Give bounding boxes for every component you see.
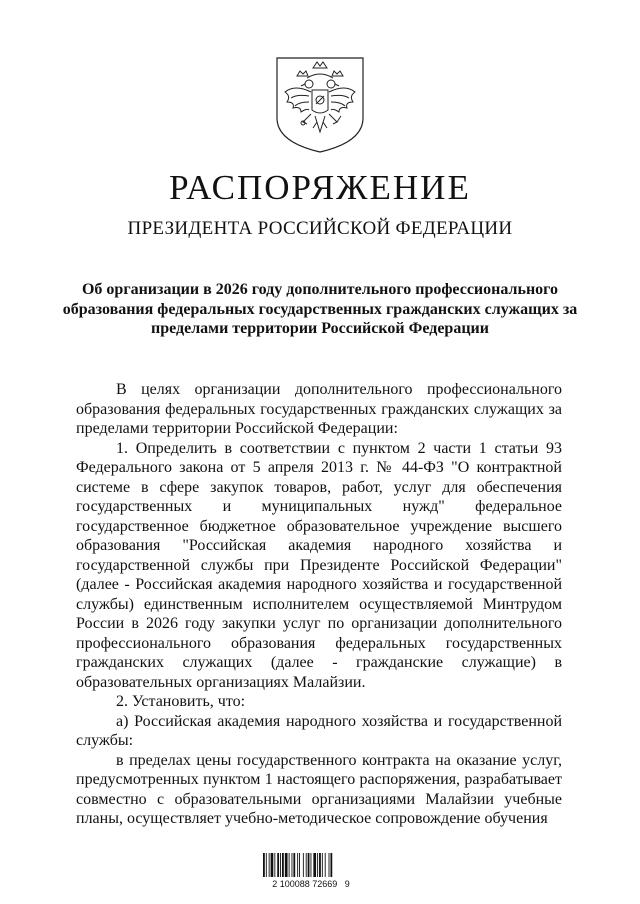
paragraph-item-2a-text: в пределах цены государственного контракта на оказание услуг, предусмотренных пунктом 1 настоящего распоряжения, разрабатывает совместно с образовательными организациями Малайзии учебные планы, осуществляет учебно-методическое сопровождение обучения (76, 751, 562, 827)
barcode-bar (329, 853, 330, 877)
document-body (76, 380, 562, 829)
barcode-bar (274, 853, 275, 877)
paragraph-preamble: В целях организации дополнительного профессионального образования федеральных государственных гражданских служащих за пределами территории Российской Федерации: (76, 381, 562, 437)
document-type-heading: РАСПОРЯЖЕНИЕ (169, 168, 471, 207)
barcode-bar (280, 853, 281, 877)
barcode-bar (277, 853, 279, 877)
barcode-digits: 2 100088 72669 9 (272, 879, 350, 889)
paragraph-item-2a: а) Российская академия народного хозяйства и государственной службы: (76, 712, 562, 749)
barcode-bar (311, 853, 312, 877)
paragraph-item-1: 1. Определить в соответствии с пунктом 2 части 1 статьи 93 Федерального закона от 5 апреля 2013 г. № 44-ФЗ "О контрактной системе в сфере закупок товаров, работ, услуг для обеспечения государственных и муниципальных нужд" федеральное государственное бюджетное образовательное учреждение высшего образования "Российская академия народного хозяйства и государственной службы при Президенте Российской Федерации" (далее - Российская академия народного хозяйства и государственной службы) единственным исполнителем осуществляемой Минтрудом России в 2026 году закупки услуг по организации дополнительного профессионального образования федеральных государственных гражданских служащих (далее - гражданские служащие) в образовательных организациях Малайзии. (76, 439, 562, 691)
barcode-bar (308, 853, 310, 877)
barcode-bar (266, 853, 267, 877)
barcode-bar (293, 853, 295, 877)
barcode-bar (322, 853, 323, 877)
barcode-bar (313, 853, 316, 877)
barcode-bar (299, 853, 300, 877)
barcode-bar (303, 853, 304, 877)
barcode-bar (282, 853, 284, 877)
barcode-bar (297, 853, 298, 877)
paragraph-item-2: 2. Установить, что: (116, 693, 246, 710)
barcode-bar (325, 853, 326, 877)
coat-of-arms-icon (273, 52, 367, 154)
barcode-bar (269, 853, 270, 877)
barcode-bar (271, 853, 274, 877)
issuer-heading: ПРЕЗИДЕНТА РОССИЙСКОЙ ФЕДЕРАЦИИ (127, 218, 513, 239)
barcode-bar (292, 853, 293, 877)
barcode-bar (289, 853, 290, 877)
barcode-bar (317, 853, 318, 877)
barcode-icon (262, 853, 356, 877)
barcode-bar (263, 853, 265, 877)
barcode-bar (285, 853, 288, 877)
barcode-bar (330, 853, 332, 877)
barcode-bar (319, 853, 321, 877)
document-title: Об организации в 2026 году дополнительного профессионального образования федеральных государственных гражданских служащих за пределами территории Российской Федерации (62, 281, 578, 337)
barcode-bar (306, 853, 307, 877)
